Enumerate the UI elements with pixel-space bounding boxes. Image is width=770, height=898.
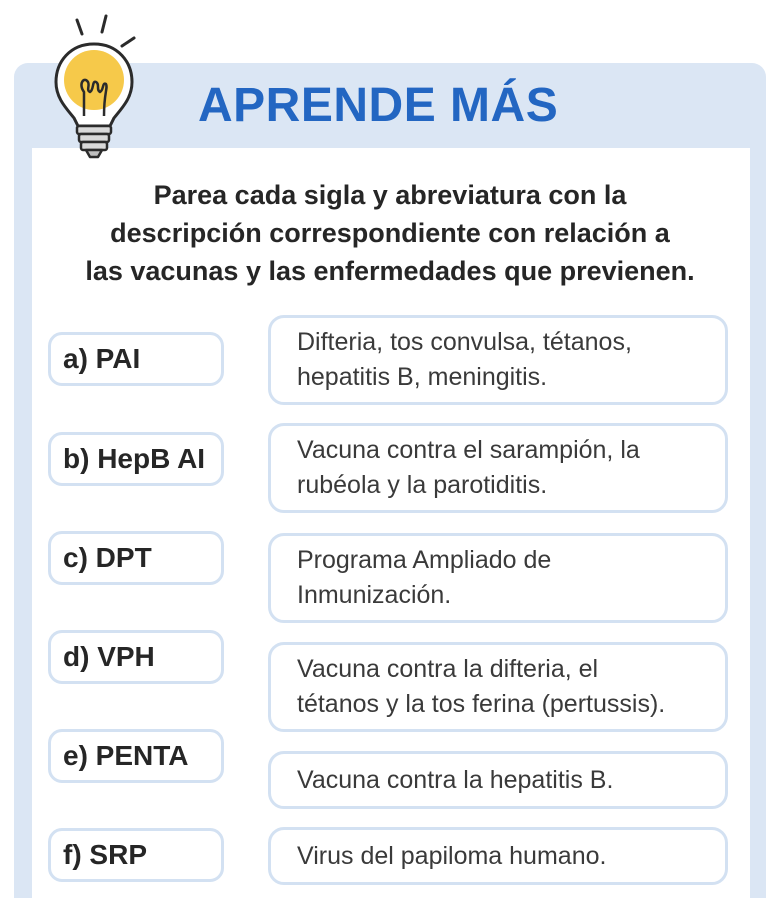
term-hepb-ai[interactable]: b) HepB AI: [48, 432, 224, 486]
description-box[interactable]: [268, 533, 728, 623]
term-penta[interactable]: e) PENTA: [48, 729, 224, 783]
page-title: APRENDE MÁS: [198, 79, 559, 132]
description-text: Virus del papiloma humano.: [297, 841, 607, 870]
instructions: [40, 176, 740, 290]
term-dpt[interactable]: c) DPT: [48, 531, 224, 585]
description-box[interactable]: [268, 423, 728, 513]
term-pai[interactable]: a) PAI: [48, 332, 224, 386]
instructions-line: descripción correspondiente con relación a: [110, 218, 670, 248]
instructions-line: las vacunas y las enfermedades que previenen.: [85, 256, 695, 286]
term-vph[interactable]: d) VPH: [48, 630, 224, 684]
description-text: Vacuna contra la difteria, el tétanos y la tos ferina (pertussis).: [297, 655, 666, 718]
description-text: Programa Ampliado de Inmunización.: [297, 546, 552, 609]
description-text: Vacuna contra el sarampión, la rubéola y la parotiditis.: [297, 436, 640, 499]
description-box[interactable]: [268, 315, 728, 405]
description-text: Difteria, tos convulsa, tétanos, hepatitis B, meningitis.: [297, 328, 632, 391]
description-text: Vacuna contra la hepatitis B.: [297, 765, 614, 794]
description-box[interactable]: [268, 642, 728, 732]
term-srp[interactable]: f) SRP: [48, 828, 224, 882]
description-box[interactable]: [268, 827, 728, 885]
description-box[interactable]: [268, 751, 728, 809]
light-bulb-icon: [44, 10, 154, 160]
instructions-line: Parea cada sigla y abreviatura con la: [153, 180, 627, 210]
